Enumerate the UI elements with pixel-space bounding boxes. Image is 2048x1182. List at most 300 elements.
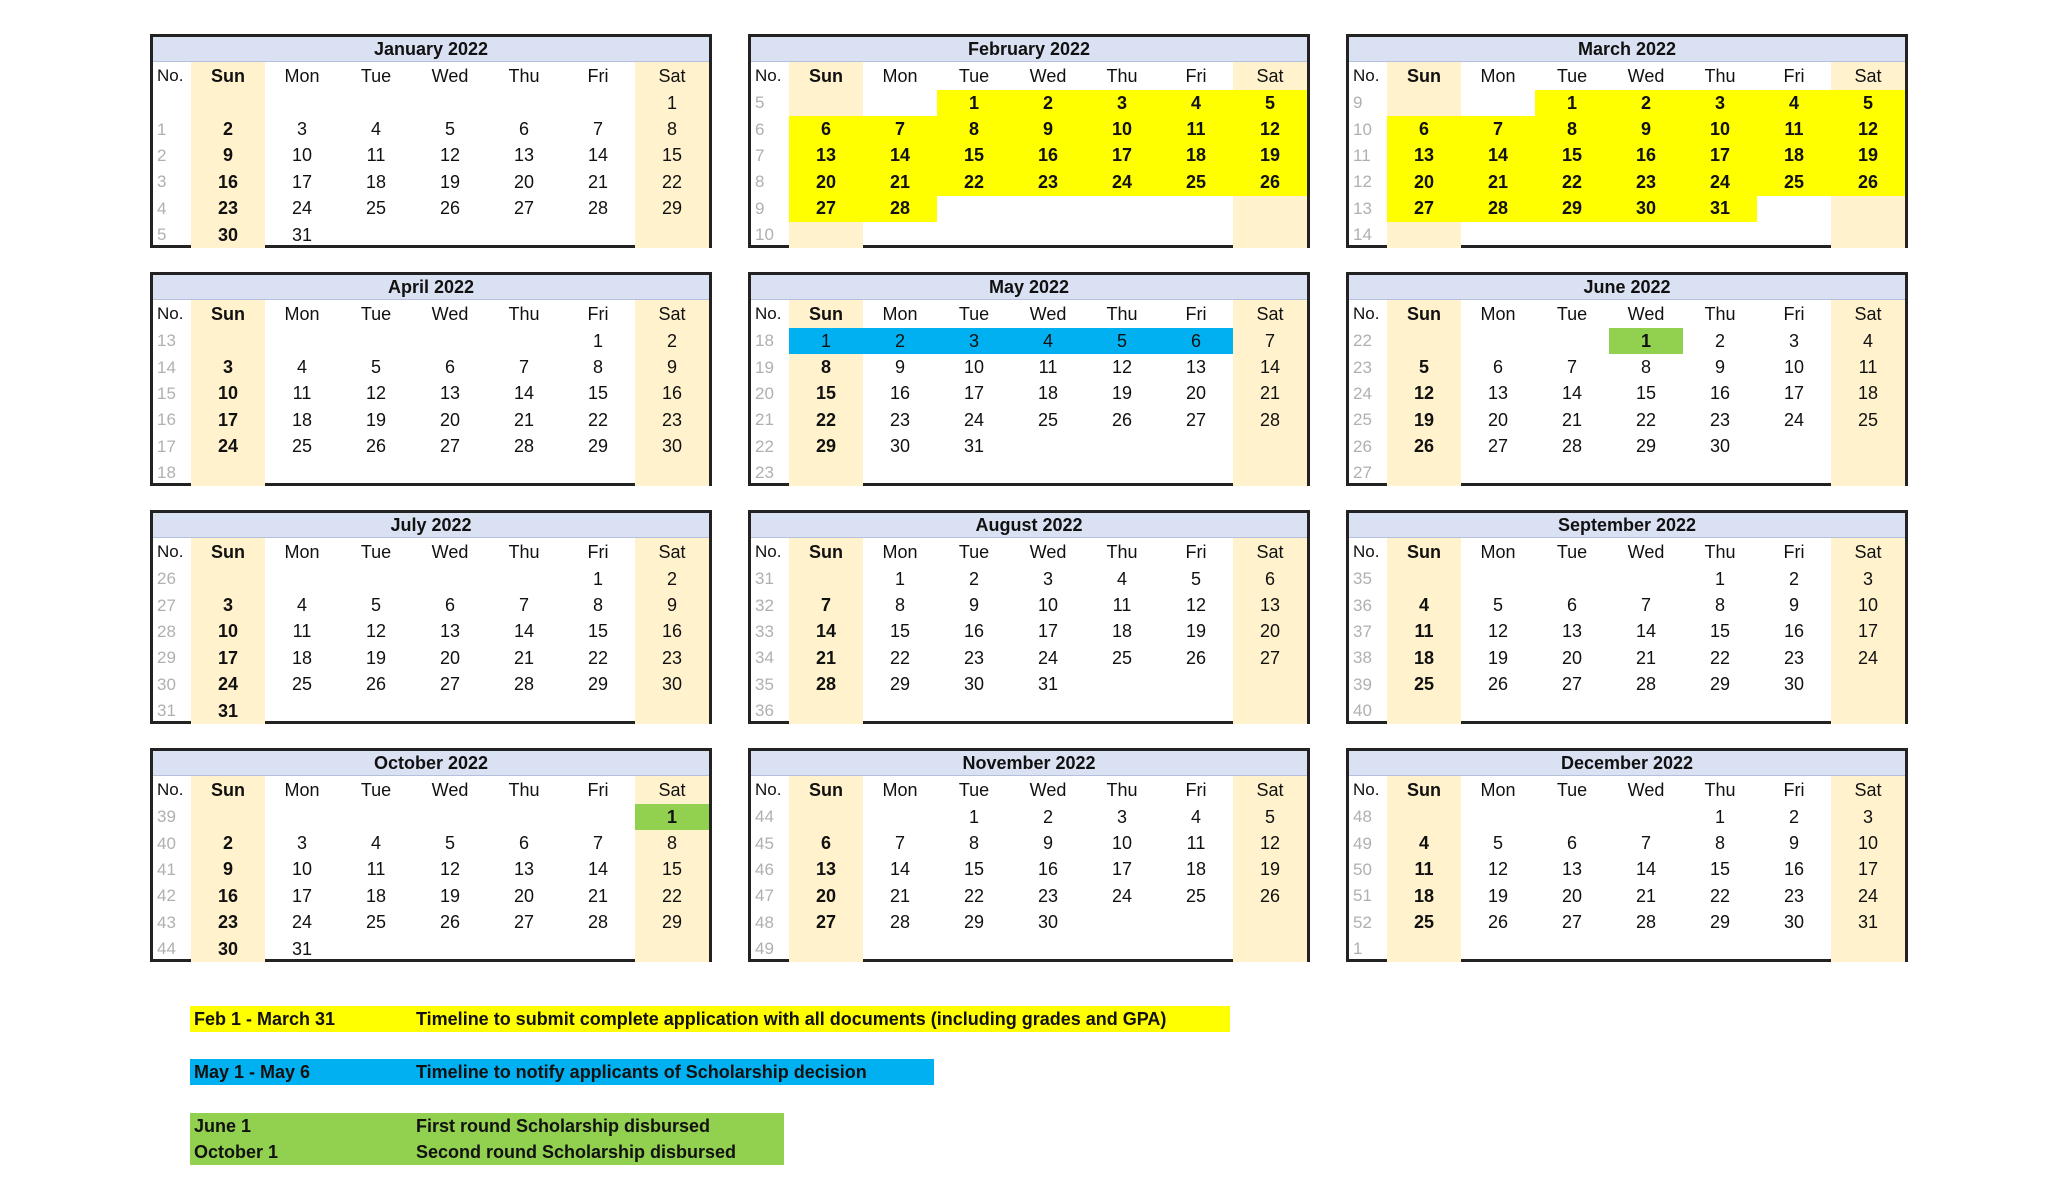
- day-cell: 24: [291, 198, 313, 219]
- day-cell: [339, 460, 413, 486]
- day-cell: [413, 804, 487, 830]
- day-cell: [1683, 698, 1757, 724]
- day-cell: 20: [789, 883, 863, 909]
- legend-range: October 1: [194, 1142, 279, 1162]
- day-cell: 26: [1233, 169, 1307, 195]
- week-number: 26: [1353, 436, 1372, 456]
- day-cell: 2: [863, 328, 937, 354]
- week-number: 16: [157, 410, 176, 430]
- day-cell: 12: [1233, 116, 1307, 142]
- weekday-header-row: [751, 62, 1307, 90]
- day-cell: 2: [1788, 806, 1799, 827]
- day-cell: 2: [1714, 330, 1725, 351]
- week-row: [751, 328, 1307, 354]
- day-cell: 30: [1037, 912, 1059, 933]
- day-cell: 31: [1831, 910, 1905, 936]
- week-row: [751, 90, 1307, 116]
- day-cell: [863, 460, 937, 486]
- day-cell: [789, 698, 863, 724]
- day-cell: [1757, 460, 1831, 486]
- day-cell: [1011, 196, 1085, 222]
- day-cell: 9: [968, 595, 979, 616]
- weekday-header: Fri: [587, 65, 609, 86]
- week-number: 22: [755, 436, 774, 456]
- day-cell: 1: [635, 90, 709, 116]
- day-cell: 23: [1011, 169, 1085, 195]
- day-cell: [1085, 434, 1159, 460]
- day-cell: 8: [937, 116, 1011, 142]
- month-title: August 2022: [751, 513, 1307, 538]
- day-cell: [1085, 672, 1159, 698]
- month-calendar: [150, 34, 712, 248]
- day-cell: [1831, 196, 1905, 222]
- day-cell: 20: [789, 169, 863, 195]
- day-cell: 2: [968, 568, 979, 589]
- day-cell: 29: [963, 912, 985, 933]
- weekday-header: Mon: [882, 779, 918, 800]
- week-row: [1349, 143, 1905, 169]
- day-cell: [413, 328, 487, 354]
- day-cell: 26: [365, 674, 387, 695]
- week-number: 49: [1353, 833, 1372, 853]
- day-cell: 20: [1387, 169, 1461, 195]
- weekday-header: Mon: [284, 65, 320, 86]
- day-cell: 23: [635, 645, 709, 671]
- week-number: 46: [755, 859, 774, 879]
- day-cell: 19: [1487, 647, 1509, 668]
- week-number: 13: [157, 331, 176, 351]
- day-cell: [1461, 804, 1535, 830]
- week-number: 50: [1353, 859, 1372, 879]
- day-cell: 11: [292, 621, 312, 642]
- week-row: [1349, 460, 1905, 486]
- weekday-header: Sun: [191, 300, 265, 328]
- week-row: [751, 222, 1307, 248]
- day-cell: [487, 936, 561, 962]
- day-cell: 10: [1037, 595, 1059, 616]
- legend-desc: Timeline to submit complete application with all documents (including grades and GPA): [416, 1009, 1167, 1029]
- weekday-header: Mon: [882, 303, 918, 324]
- week-row: [153, 169, 709, 195]
- day-cell: [789, 804, 863, 830]
- weekday-header: Fri: [587, 303, 609, 324]
- weekday-header-row: [153, 62, 709, 90]
- day-cell: 8: [1714, 833, 1725, 854]
- day-cell: 18: [291, 409, 313, 430]
- day-cell: 12: [1185, 595, 1207, 616]
- weekday-header-row: [153, 538, 709, 566]
- day-cell: [635, 460, 709, 486]
- weekday-header: Thu: [1106, 779, 1138, 800]
- weekday-header: Wed: [1627, 541, 1665, 562]
- week-number: 48: [755, 912, 774, 932]
- month-title: May 2022: [751, 275, 1307, 300]
- month-title: March 2022: [1349, 37, 1905, 62]
- day-cell: [1387, 566, 1461, 592]
- day-cell: 29: [1709, 912, 1731, 933]
- day-cell: [1159, 460, 1233, 486]
- day-cell: 10: [291, 145, 313, 166]
- month-calendar: [1346, 510, 1908, 724]
- day-cell: 6: [444, 595, 455, 616]
- weekday-header: Thu: [1704, 303, 1736, 324]
- day-cell: [1831, 672, 1905, 698]
- day-cell: [1159, 910, 1233, 936]
- day-cell: 9: [1788, 595, 1799, 616]
- day-cell: [339, 90, 413, 116]
- month-table: [1349, 776, 1905, 962]
- day-cell: 13: [1487, 383, 1509, 404]
- day-cell: [635, 698, 709, 724]
- day-cell: 20: [439, 647, 461, 668]
- weekday-header: No.: [755, 780, 782, 799]
- day-cell: 12: [365, 621, 387, 642]
- day-cell: 28: [1561, 436, 1583, 457]
- month-table: [751, 538, 1307, 724]
- week-row: [153, 910, 709, 936]
- day-cell: [863, 936, 937, 962]
- weekday-header-row: [751, 538, 1307, 566]
- day-cell: [937, 196, 1011, 222]
- weekday-header: Sat: [635, 538, 709, 566]
- day-cell: 13: [1185, 357, 1207, 378]
- week-number: 12: [1353, 172, 1372, 192]
- week-number: 5: [157, 225, 167, 245]
- week-row: [1349, 619, 1905, 645]
- week-row: [153, 619, 709, 645]
- day-cell: 19: [1233, 143, 1307, 169]
- day-cell: 4: [370, 833, 381, 854]
- day-cell: 27: [1387, 196, 1461, 222]
- day-cell: [1011, 936, 1085, 962]
- day-cell: 25: [1037, 409, 1059, 430]
- weekday-header: Sun: [1387, 62, 1461, 90]
- day-cell: 21: [1461, 169, 1535, 195]
- month-calendar: [1346, 34, 1908, 248]
- day-cell: 2: [1042, 806, 1053, 827]
- week-row: [153, 830, 709, 856]
- day-cell: [1085, 196, 1159, 222]
- day-cell: 24: [1831, 883, 1905, 909]
- week-row: [751, 592, 1307, 618]
- day-cell: 24: [191, 672, 265, 698]
- weekday-header-row: [153, 776, 709, 804]
- day-cell: 25: [291, 436, 313, 457]
- week-row: [751, 619, 1307, 645]
- month-title: April 2022: [153, 275, 709, 300]
- weekday-header: Mon: [882, 541, 918, 562]
- day-cell: 7: [894, 833, 905, 854]
- day-cell: 23: [635, 407, 709, 433]
- week-number: [153, 90, 191, 116]
- day-cell: 20: [1561, 647, 1583, 668]
- week-number: 11: [1353, 145, 1371, 165]
- week-row: [153, 672, 709, 698]
- day-cell: 11: [292, 383, 312, 404]
- day-cell: 23: [1783, 885, 1805, 906]
- week-row: [153, 381, 709, 407]
- day-cell: 24: [191, 434, 265, 460]
- day-cell: 26: [439, 912, 461, 933]
- day-cell: 16: [635, 619, 709, 645]
- day-cell: 18: [1111, 621, 1133, 642]
- week-row: [751, 857, 1307, 883]
- day-cell: 11: [1038, 357, 1058, 378]
- day-cell: 3: [191, 354, 265, 380]
- weekday-header: Sat: [1233, 300, 1307, 328]
- day-cell: 18: [1831, 381, 1905, 407]
- week-number: 10: [1353, 119, 1372, 139]
- day-cell: 13: [1561, 621, 1583, 642]
- day-cell: 12: [1487, 859, 1509, 880]
- day-cell: 5: [1831, 90, 1905, 116]
- day-cell: 26: [365, 436, 387, 457]
- day-cell: 20: [1185, 383, 1207, 404]
- week-number: 43: [157, 912, 176, 932]
- week-row: [751, 169, 1307, 195]
- weekday-header-row: [751, 300, 1307, 328]
- weekday-header: Sun: [789, 62, 863, 90]
- day-cell: [265, 460, 339, 486]
- day-cell: 14: [1233, 354, 1307, 380]
- day-cell: 27: [439, 436, 461, 457]
- day-cell: 9: [635, 354, 709, 380]
- weekday-header: Sat: [635, 300, 709, 328]
- day-cell: 17: [191, 407, 265, 433]
- day-cell: [191, 460, 265, 486]
- day-cell: 26: [1487, 912, 1509, 933]
- day-cell: 21: [789, 645, 863, 671]
- day-cell: 5: [1387, 354, 1461, 380]
- day-cell: [1387, 698, 1461, 724]
- weekday-header: Thu: [508, 303, 540, 324]
- day-cell: 12: [439, 859, 461, 880]
- day-cell: [937, 936, 1011, 962]
- month-calendar: [1346, 272, 1908, 486]
- day-cell: 27: [513, 912, 535, 933]
- day-cell: 23: [1609, 169, 1683, 195]
- week-row: [751, 645, 1307, 671]
- legend-range: Feb 1 - March 31: [194, 1009, 336, 1029]
- weekday-header-row: [1349, 538, 1905, 566]
- day-cell: [1159, 434, 1233, 460]
- week-number: 37: [1353, 621, 1372, 641]
- day-cell: 5: [1492, 595, 1503, 616]
- week-row: [1349, 566, 1905, 592]
- day-cell: 14: [1561, 383, 1583, 404]
- day-cell: [1683, 222, 1757, 248]
- weekday-header: Mon: [1480, 303, 1516, 324]
- day-cell: 4: [1757, 90, 1831, 116]
- day-cell: 12: [1233, 830, 1307, 856]
- day-cell: [1085, 698, 1159, 724]
- day-cell: 31: [191, 698, 265, 724]
- week-row: [1349, 90, 1905, 116]
- day-cell: 22: [635, 883, 709, 909]
- month-title: July 2022: [153, 513, 709, 538]
- day-cell: 15: [789, 381, 863, 407]
- day-cell: 11: [366, 859, 386, 880]
- week-row: [751, 434, 1307, 460]
- weekday-header: Sat: [1831, 300, 1905, 328]
- day-cell: 8: [592, 357, 603, 378]
- day-cell: 24: [1037, 647, 1059, 668]
- day-cell: 5: [1190, 568, 1201, 589]
- day-cell: 7: [1461, 116, 1535, 142]
- week-row: [1349, 222, 1905, 248]
- weekday-header: Tue: [958, 303, 990, 324]
- week-row: [153, 804, 709, 830]
- day-cell: [1609, 804, 1683, 830]
- day-cell: [1233, 222, 1307, 248]
- weekday-header: Fri: [1783, 303, 1805, 324]
- day-cell: [1609, 222, 1683, 248]
- day-cell: 15: [937, 143, 1011, 169]
- weekday-header: Tue: [360, 65, 392, 86]
- week-row: [153, 883, 709, 909]
- day-cell: 25: [365, 198, 387, 219]
- month-title: October 2022: [153, 751, 709, 776]
- day-cell: 25: [1831, 407, 1905, 433]
- day-cell: 5: [1233, 90, 1307, 116]
- day-cell: 31: [1683, 196, 1757, 222]
- day-cell: 10: [191, 619, 265, 645]
- week-row: [153, 460, 709, 486]
- day-cell: 14: [1461, 143, 1535, 169]
- day-cell: 4: [370, 119, 381, 140]
- day-cell: [487, 460, 561, 486]
- day-cell: [1159, 698, 1233, 724]
- month-title: September 2022: [1349, 513, 1905, 538]
- day-cell: 16: [635, 381, 709, 407]
- day-cell: 20: [513, 171, 535, 192]
- day-cell: 23: [1037, 885, 1059, 906]
- day-cell: [561, 90, 635, 116]
- day-cell: 31: [291, 224, 313, 245]
- week-number: 2: [157, 145, 167, 165]
- weekday-header: Fri: [1185, 303, 1207, 324]
- day-cell: 20: [1487, 409, 1509, 430]
- day-cell: 15: [1535, 143, 1609, 169]
- week-number: 3: [157, 172, 167, 192]
- day-cell: 15: [1635, 383, 1657, 404]
- week-number: 41: [157, 859, 176, 879]
- day-cell: 9: [1042, 833, 1053, 854]
- week-number: 13: [1353, 198, 1372, 218]
- day-cell: [1233, 460, 1307, 486]
- day-cell: 14: [587, 859, 609, 880]
- weekday-header: Sat: [635, 62, 709, 90]
- day-cell: 7: [592, 833, 603, 854]
- weekday-header: Sun: [191, 538, 265, 566]
- day-cell: 7: [1640, 833, 1651, 854]
- day-cell: 17: [1831, 619, 1905, 645]
- day-cell: 25: [1159, 169, 1233, 195]
- day-cell: 14: [1635, 859, 1657, 880]
- day-cell: 5: [444, 119, 455, 140]
- weekday-header: Fri: [1783, 541, 1805, 562]
- day-cell: 9: [1714, 357, 1725, 378]
- weekday-header: No.: [1353, 780, 1380, 799]
- day-cell: 3: [1831, 566, 1905, 592]
- day-cell: 27: [1561, 912, 1583, 933]
- week-row: [751, 143, 1307, 169]
- month-title: December 2022: [1349, 751, 1905, 776]
- day-cell: 4: [1116, 568, 1127, 589]
- day-cell: [1159, 672, 1233, 698]
- day-cell: 5: [1085, 328, 1159, 354]
- day-cell: 12: [1111, 357, 1133, 378]
- day-cell: 1: [894, 568, 905, 589]
- day-cell: [635, 222, 709, 248]
- weekday-header: No.: [1353, 542, 1380, 561]
- day-cell: 25: [1387, 672, 1461, 698]
- day-cell: 30: [1709, 436, 1731, 457]
- day-cell: 8: [635, 830, 709, 856]
- day-cell: 15: [1709, 621, 1731, 642]
- day-cell: 26: [1233, 883, 1307, 909]
- day-cell: 1: [789, 328, 863, 354]
- day-cell: 3: [296, 833, 307, 854]
- weekday-header: Mon: [284, 541, 320, 562]
- day-cell: 21: [513, 647, 535, 668]
- day-cell: 16: [963, 621, 985, 642]
- day-cell: 2: [635, 566, 709, 592]
- weekday-header: Sun: [1387, 300, 1461, 328]
- day-cell: 23: [963, 647, 985, 668]
- day-cell: [1609, 698, 1683, 724]
- day-cell: 6: [518, 119, 529, 140]
- day-cell: 8: [894, 595, 905, 616]
- day-cell: 21: [1635, 885, 1657, 906]
- month-title: January 2022: [153, 37, 709, 62]
- day-cell: [1233, 672, 1307, 698]
- month-table: [751, 300, 1307, 486]
- day-cell: 15: [587, 621, 609, 642]
- day-cell: 18: [291, 647, 313, 668]
- month-calendar: [150, 748, 712, 962]
- day-cell: 31: [1037, 674, 1059, 695]
- day-cell: [265, 566, 339, 592]
- day-cell: [339, 698, 413, 724]
- day-cell: 9: [191, 857, 265, 883]
- day-cell: 3: [1788, 330, 1799, 351]
- week-number: 25: [1353, 410, 1372, 430]
- day-cell: [1233, 196, 1307, 222]
- weekday-header: Tue: [360, 779, 392, 800]
- day-cell: [1831, 936, 1905, 962]
- day-cell: [789, 222, 863, 248]
- day-cell: 9: [1011, 116, 1085, 142]
- day-cell: 13: [513, 145, 535, 166]
- legend-desc: First round Scholarship disbursed: [416, 1116, 711, 1136]
- day-cell: 16: [191, 883, 265, 909]
- week-number: 24: [1353, 383, 1372, 403]
- week-number: 26: [157, 569, 176, 589]
- day-cell: [1535, 222, 1609, 248]
- week-number: 22: [1353, 331, 1372, 351]
- day-cell: 30: [889, 436, 911, 457]
- week-row: [1349, 804, 1905, 830]
- day-cell: 10: [1783, 357, 1805, 378]
- day-cell: 22: [889, 647, 911, 668]
- week-row: [1349, 407, 1905, 433]
- day-cell: 3: [1116, 806, 1127, 827]
- week-row: [153, 857, 709, 883]
- day-cell: [1233, 910, 1307, 936]
- weekday-header: Fri: [587, 541, 609, 562]
- day-cell: 30: [1783, 674, 1805, 695]
